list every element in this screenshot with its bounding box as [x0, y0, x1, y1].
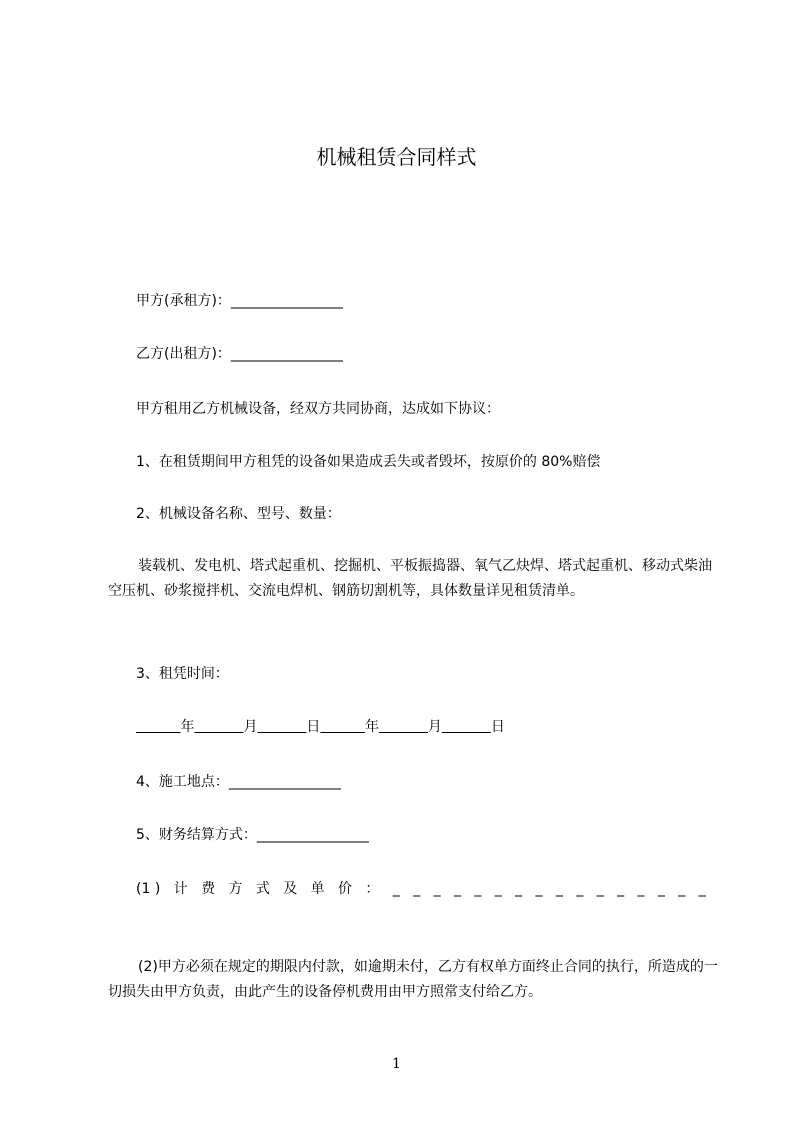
clause-5: 5、财务结算方式：________________ [136, 827, 369, 843]
blank [442, 719, 491, 735]
fee-char: _ [657, 881, 665, 897]
payment-paragraph [108, 955, 720, 1005]
clause-1: 1、在租赁期间甲方租凭的设备如果造成丢失或者毁坏，按原价的 80%赔偿 [136, 454, 601, 470]
fee-char: _ [453, 881, 461, 897]
rental-period-row [136, 718, 505, 736]
blank [257, 719, 306, 735]
fee-char: (1 ) [136, 881, 161, 897]
blank [136, 719, 181, 735]
fee-char: _ [576, 881, 584, 897]
fee-char: _ [413, 881, 421, 897]
fee-char: _ [596, 881, 604, 897]
fee-char: _ [515, 881, 523, 897]
equipment-text: 装载机、发电机、塔式起重机、挖掘机、平板振捣器、氧气乙炔焊、塔式起重机、移动式柴油空压机、砂浆搅拌机、交流电焊机、钢筋切割机等，具体数量详见租赁清单。 [108, 558, 712, 599]
fee-char: _ [678, 881, 686, 897]
month-label-1: 月 [243, 719, 258, 735]
fee-char: _ [474, 881, 482, 897]
day-label-1: 日 [306, 719, 321, 735]
clause-3: 3、租凭时间： [136, 666, 229, 682]
fee-char: 费 [201, 881, 216, 897]
equipment-paragraph [108, 554, 720, 604]
fee-char: _ [494, 881, 502, 897]
page-title: 机械租赁合同样式 [316, 145, 477, 169]
fee-char: _ [637, 881, 645, 897]
clause-2: 2、机械设备名称、型号、数量： [136, 506, 341, 522]
intro-line: 甲方租用乙方机械设备，经双方共同协商，达成如下协议： [136, 401, 500, 417]
year-label-2: 年 [364, 719, 379, 735]
fee-char: _ [698, 881, 706, 897]
fee-char: _ [555, 881, 563, 897]
blank [379, 719, 428, 735]
fee-char: 方 [228, 881, 243, 897]
fee-char: _ [433, 881, 441, 897]
month-label-2: 月 [427, 719, 442, 735]
clause-4: 4、施工地点：________________ [136, 774, 341, 790]
fee-char: ： [365, 881, 380, 897]
fee-char: _ [617, 881, 625, 897]
day-label-2: 日 [490, 719, 505, 735]
year-label-1: 年 [180, 719, 195, 735]
party-a-line: 甲方(承租方)：________________ [136, 293, 343, 309]
blank [195, 719, 244, 735]
fee-char: 及 [283, 881, 298, 897]
fee-char: _ [392, 881, 400, 897]
fee-method-line [136, 880, 706, 898]
fee-char: 式 [255, 881, 270, 897]
page-number: 1 [392, 1056, 401, 1072]
fee-char: 计 [173, 881, 188, 897]
fee-char: 单 [310, 881, 325, 897]
fee-char: 价 [338, 881, 353, 897]
party-b-line: 乙方(出租方)：________________ [136, 346, 343, 362]
payment-text: (2)甲方必须在规定的期限内付款，如逾期未付，乙方有权单方面终止合同的执行，所造成的一切损失由甲方负责，由此产生的设备停机费用由甲方照常支付给乙方。 [108, 959, 718, 1000]
blank [320, 719, 365, 735]
fee-char: _ [535, 881, 543, 897]
